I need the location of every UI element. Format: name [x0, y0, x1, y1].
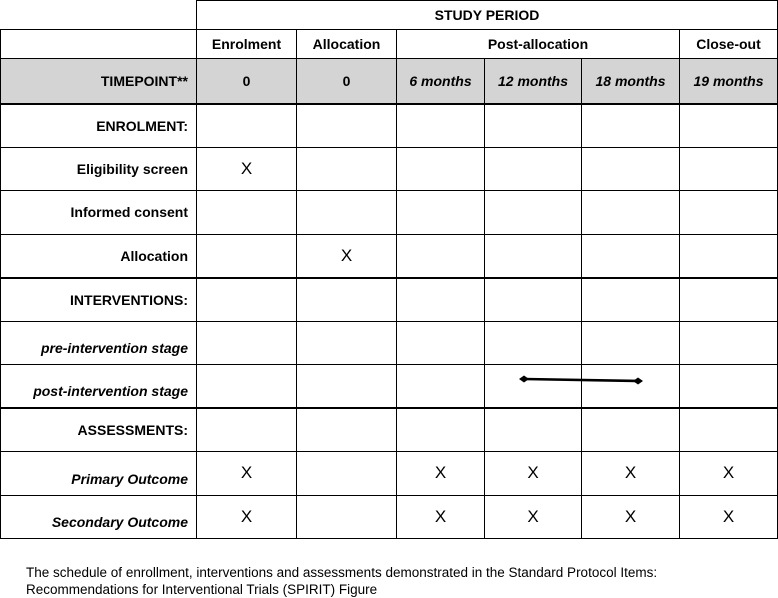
section-assessments-label: ASSESSMENTS:: [1, 408, 197, 452]
pre-intervention-label: pre-intervention stage: [1, 321, 197, 365]
blank-header-cell: [1, 30, 197, 59]
timepoint-18-months: 18 months: [582, 59, 680, 104]
timepoint-allocation: 0: [297, 59, 397, 104]
row-post-intervention: [1, 365, 778, 409]
timepoint-12-months: 12 months: [485, 59, 582, 104]
mark-secondary-19-months: X: [680, 495, 778, 539]
eligibility-screen-label: Eligibility screen: [1, 147, 197, 191]
timepoint-19-months: 19 months: [680, 59, 778, 104]
mark-secondary-18-months: X: [582, 495, 680, 539]
row-pre-intervention: [1, 321, 778, 365]
section-row-assessments: [1, 408, 778, 452]
mark-allocation-allocation: X: [297, 234, 397, 278]
primary-outcome-label: Primary Outcome: [1, 452, 197, 496]
mark-secondary-enrolment: X: [197, 495, 297, 539]
phase-close-out: Close-out: [680, 30, 778, 59]
mark-eligibility-enrolment: X: [197, 147, 297, 191]
row-primary-outcome: [1, 452, 778, 496]
mark-secondary-12-months: X: [485, 495, 582, 539]
mark-primary-enrolment: X: [197, 452, 297, 496]
phase-allocation: Allocation: [297, 30, 397, 59]
timepoint-row: [1, 59, 778, 104]
mark-secondary-6-months: X: [397, 495, 485, 539]
mark-primary-19-months: X: [680, 452, 778, 496]
blank-corner-cell: [1, 1, 197, 30]
post-intervention-label: post-intervention stage: [1, 365, 197, 409]
header-row-phases: [1, 30, 778, 59]
mark-primary-18-months: X: [582, 452, 680, 496]
section-row-enrolment: [1, 104, 778, 148]
section-interventions-label: INTERVENTIONS:: [1, 278, 197, 322]
mark-primary-6-months: X: [397, 452, 485, 496]
row-eligibility-screen: [1, 147, 778, 191]
informed-consent-label: Informed consent: [1, 191, 197, 235]
phase-post-allocation: Post-allocation: [397, 30, 680, 59]
figure-caption: The schedule of enrollment, interventions and assessments demonstrated in the Standard Protocol Items: Recommendations for Interventional Trials (SPIRIT) Figure: [26, 565, 658, 597]
timepoint-label: TIMEPOINT**: [1, 59, 197, 104]
header-row-study-period: [1, 1, 778, 30]
timepoint-6-months: 6 months: [397, 59, 485, 104]
mark-primary-12-months: X: [485, 452, 582, 496]
timepoint-enrolment: 0: [197, 59, 297, 104]
study-period-header: STUDY PERIOD: [197, 1, 778, 30]
section-row-interventions: [1, 278, 778, 322]
row-informed-consent: [1, 191, 778, 235]
section-enrolment-label: ENROLMENT:: [1, 104, 197, 148]
phase-enrolment: Enrolment: [197, 30, 297, 59]
allocation-label: Allocation: [1, 234, 197, 278]
row-secondary-outcome: [1, 495, 778, 539]
secondary-outcome-label: Secondary Outcome: [1, 495, 197, 539]
row-allocation: [1, 234, 778, 278]
